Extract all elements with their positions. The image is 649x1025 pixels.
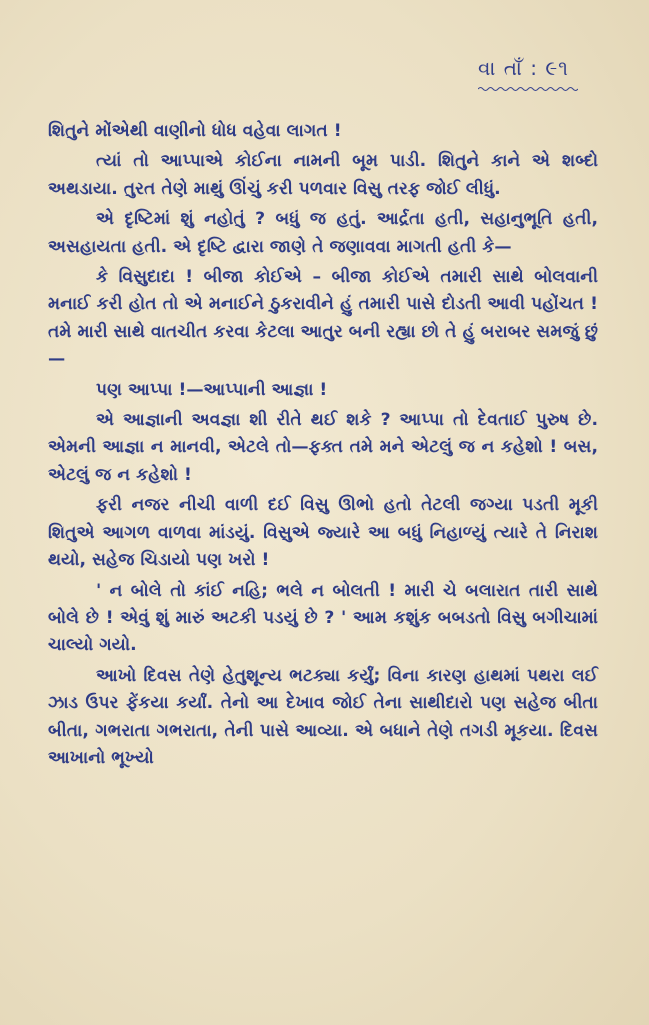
header-wavy-underline (478, 86, 578, 92)
paragraph: એ દૃષ્ટિમાં શું નહોતું ? બધું જ હતું. આર્દ્રતા હતી, સહાનુભૂતિ હતી, અસહાયતા હતી. એ દૃષ્ટિ દ્વારા જાણે તે જણાવવા માગતી હતી કે— (48, 209, 598, 257)
paragraph: ત્યાં તો આપ્પાએ કોઈના નામની બૂમ પાડી. શિતુને કાને એ શબ્દો અથડાયા. તુરત તેણે માથું ઊંચું કરી પળવાર વિસુ તરફ જોઈ લીધું. (48, 151, 598, 199)
paragraph: ફરી નજર નીચી વાળી દઈ વિસુ ઊભો હતો તેટલી જગ્યા પડતી મૂકી શિતુએ આગળ વાળવા માંડયું. વિસુએ જ્યારે આ બધું નિહાળ્યું ત્યારે તે નિરાશ થયો, સહેજ ચિડાયો પણ ખરો ! (48, 495, 598, 571)
paragraph: પણ આપ્પા !—આપ્પાની આજ્ઞા ! (96, 379, 328, 400)
paragraph: શિતુને મોંએથી વાણીનો ધોધ વહેવા લાગત ! (48, 121, 342, 141)
body-text (48, 118, 598, 772)
paragraph: ' ન બોલે તો કાંઈ નહિ; ભલે ન બોલતી ! મારી ચે બલારાત તારી સાથે બોલે છે ! એવું શું મારું અટકી પડયું છે ? ' આમ કશુંક બબડતો વિસુ બગીચામાં ચાલ્યો ગયો. (48, 580, 598, 656)
paragraph: આખો દિવસ તેણે હેતુશૂન્ય ભટક્યા કર્યું; વિના કારણ હાથમાં પથરા લઈ ઝાડ ઉપર ફેંકયા કર્યાં. તેનો આ દેખાવ જોઈ તેના સાથીદારો પણ સહેજ બીતા બીતા, ગભરાતા ગભરાતા, તેની પાસે આવ્યા. એ બધાને તેણે તગડી મૂકયા. દિવસ આખાનો ભૂખ્યો (48, 665, 598, 768)
paragraph: એ આજ્ઞાની અવજ્ઞા શી રીતે થઈ શકે ? આપ્પા તો દેવતાઈ પુરુષ છે. એમની આજ્ઞા ન માનવી, એટલે તો—ફક્ત તમે મને એટલું જ ન કહેશો ! બસ, એટલું જ ન કહેશો ! (48, 410, 598, 485)
paragraph: કે વિસુદાદા ! બીજા કોઈએ – બીજા કોઈએ તમારી સાથે બોલવાની મનાઈ કરી હોત તો એ મનાઈને ઠુકરાવીને હું તમારી પાસે દોડતી આવી પહોંચત ! તમે મારી સાથે વાતચીત કરવા કેટલા આતુર બની રહ્યા છો તે હું બરાબર સમજું છું— (48, 267, 598, 370)
running-header: વા તાઁ : ૯૧ (478, 56, 569, 80)
